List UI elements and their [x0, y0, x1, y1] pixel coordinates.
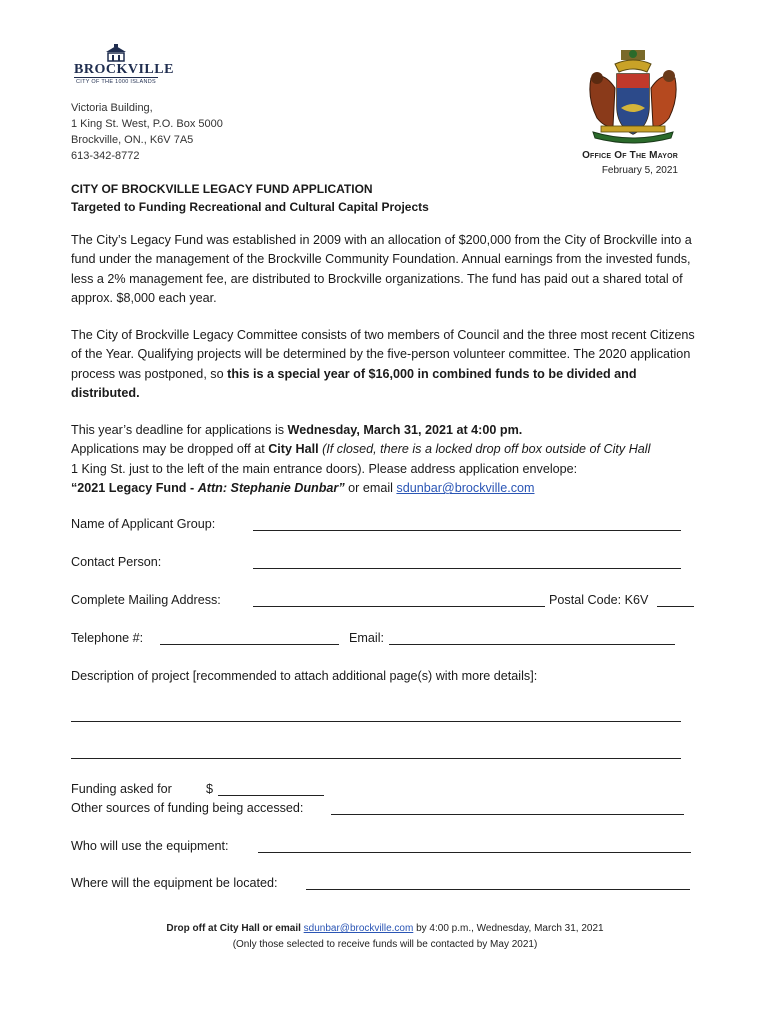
contact-person-field[interactable]: [253, 568, 681, 569]
who-will-use-label: Who will use the equipment:: [71, 839, 229, 853]
dropoff-prefix: Applications may be dropped off at: [71, 442, 269, 457]
contact-person-label: Contact Person:: [71, 555, 162, 569]
description-field-line-2[interactable]: [71, 758, 681, 759]
paragraph-committee: [71, 326, 705, 404]
paragraph-deadline: [71, 421, 705, 499]
email-prefix: or email: [344, 481, 397, 496]
description-label: Description of project [recommended to attach additional page(s) with more details]:: [71, 669, 538, 683]
address-line-2: 1 King St. West, P.O. Box 5000: [71, 118, 223, 130]
email-field[interactable]: [389, 644, 675, 645]
contact-email-link[interactable]: sdunbar@brockville.com: [396, 481, 535, 496]
envelope-label: “2021 Legacy Fund -: [71, 481, 198, 496]
dropoff-location: City Hall: [268, 442, 319, 457]
brockville-logo: [74, 44, 174, 86]
telephone-label: Telephone #:: [71, 631, 144, 645]
form-title-sub: Targeted to Funding Recreational and Cultural Capital Projects: [71, 200, 429, 214]
coat-of-arms-icon: [583, 48, 683, 144]
letter-date: February 5, 2021: [601, 165, 678, 176]
envelope-line: [71, 479, 705, 498]
logo-tagline: CITY OF THE 1000 ISLANDS: [75, 79, 157, 85]
where-located-field[interactable]: [306, 889, 690, 890]
who-will-use-field[interactable]: [258, 852, 691, 853]
where-located-label: Where will the equipment be located:: [71, 876, 278, 890]
applicant-group-label: Name of Applicant Group:: [71, 517, 216, 531]
address-phone: 613-342-8772: [71, 150, 140, 162]
telephone-field[interactable]: [160, 644, 339, 645]
footer-line-2: (Only those selected to receive funds will be contacted by May 2021): [232, 939, 538, 950]
dropoff-note: (If closed, there is a locked drop off box outside of City Hall: [318, 442, 651, 457]
deadline-prefix: This year’s deadline for applications is: [71, 423, 288, 437]
footer-email-link[interactable]: sdunbar@brockville.com: [303, 923, 414, 934]
postal-code-label: Postal Code: K6V: [549, 593, 649, 607]
email-label: Email:: [349, 631, 384, 645]
other-sources-label: Other sources of funding being accessed:: [71, 801, 304, 815]
currency-symbol: $: [206, 782, 214, 796]
office-of-mayor: [582, 148, 678, 178]
special-year-text: this is a special year of $16,000 in combined funds to be divided and distributed.: [71, 366, 637, 401]
footer-note: [0, 921, 770, 953]
funding-asked-field[interactable]: [218, 795, 324, 796]
address-line-1: Victoria Building,: [71, 102, 153, 114]
mailing-address-field[interactable]: [253, 606, 545, 607]
footer-dropoff-text: Drop off at City Hall or email: [166, 923, 304, 934]
form-title-main: CITY OF BROCKVILLE LEGACY FUND APPLICATION: [71, 182, 373, 196]
other-sources-field[interactable]: [331, 814, 684, 815]
address-line-3: Brockville, ON., K6V 7A5: [71, 134, 194, 146]
city-hall-icon: [103, 44, 129, 62]
postal-code-field[interactable]: [657, 606, 694, 607]
office-label: Office Of The Mayor: [582, 150, 678, 161]
dropoff-rest-line: 1 King St. just to the left of the main entrance doors). Please address application envelope:: [71, 461, 578, 476]
city-address: [71, 100, 223, 164]
applicant-group-field[interactable]: [253, 530, 681, 531]
committee-text: The City of Brockville Legacy Committee consists of two members of Council and the three most recent Citizens of the Year. Qualifying projects will be determined by the five-person volunteer committee. The 2020 application process was postponed, so: [71, 328, 695, 381]
funding-asked-label: Funding asked for: [71, 782, 172, 796]
dropoff-line: [71, 440, 705, 459]
paragraph-fund-history: The City’s Legacy Fund was established in 2009 with an allocation of $200,000 from the City of Brockville into a fund under the management of the Brockville Community Foundation. Annual earnings from the invested funds, less a 2% management fee, are distributed to Brockville organizations. The fund has paid out a shared total of approx. $8,000 each year.: [71, 233, 692, 306]
footer-line-1: [0, 921, 770, 937]
logo-wordmark: BROCKVILLE: [74, 62, 174, 77]
mailing-address-label: Complete Mailing Address:: [71, 593, 221, 607]
deadline-date: Wednesday, March 31, 2021 at 4:00 pm.: [287, 423, 523, 437]
form-title: [71, 180, 429, 216]
envelope-attn: Attn: Stephanie Dunbar”: [197, 481, 345, 496]
deadline-line: [71, 421, 705, 440]
footer-deadline-text: by 4:00 p.m., Wednesday, March 31, 2021: [413, 923, 604, 934]
description-field-line-1[interactable]: [71, 721, 681, 722]
